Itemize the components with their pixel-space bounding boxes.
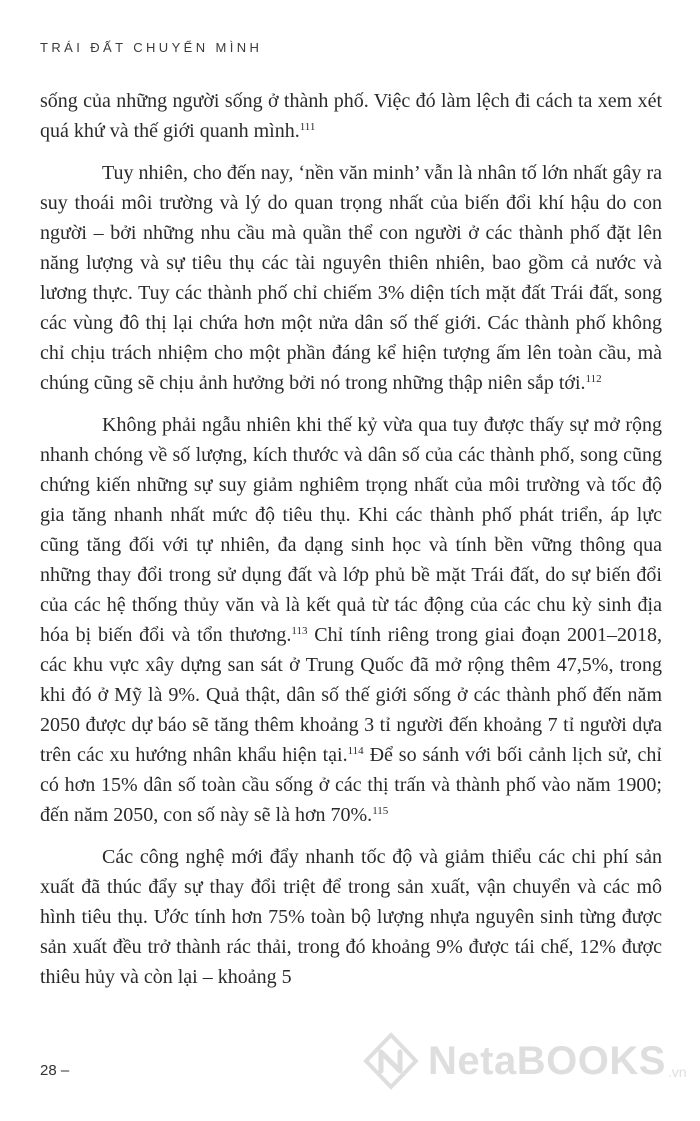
paragraph-3 bbox=[40, 410, 662, 830]
footnote-ref[interactable]: 114 bbox=[347, 745, 364, 757]
footnote-ref[interactable]: 112 bbox=[585, 373, 602, 385]
paragraph-text: Các công nghệ mới đẩy nhanh tốc độ và giảm thiểu các chi phí sản xuất đã thúc đẩy sự thay đổi triệt để trong sản xuất, vận chuyển và các mô hình tiêu thụ. Ước tính hơn 75% toàn bộ lượng nhựa nguyên sinh từng được sản xuất đều trở thành rác thải, trong đó khoảng 9% được tái chế, 12% được thiêu hủy và còn lại – khoảng 5 bbox=[40, 846, 662, 988]
paragraph-1 bbox=[40, 86, 662, 146]
footnote-ref[interactable]: 113 bbox=[291, 625, 308, 637]
paragraph-text: Chỉ tính riêng trong giai đoạn 2001–2018, các khu vực xây dựng san sát ở Trung Quốc đã mở rộng thêm 47,5%, trong khi đó ở Mỹ là 9%. Quả thật, dân số thế giới sống ở các thành phố đến năm 2050 được dự báo sẽ tăng thêm khoảng 3 tỉ người đến khoảng 7 tỉ người dựa trên các xu hướng nhân khẩu hiện tại. bbox=[40, 624, 662, 766]
footnote-ref[interactable]: 115 bbox=[372, 805, 389, 817]
running-header: TRÁI ĐẤT CHUYỂN MÌNH bbox=[40, 40, 263, 55]
paragraph-4 bbox=[40, 842, 662, 992]
paragraph-2 bbox=[40, 158, 662, 398]
paragraph-text: Để so sánh với bối cảnh lịch sử, chỉ có hơn 15% dân số toàn cầu sống ở các thị trấn và thành phố vào năm 1900; đến năm 2050, con số này sẽ là hơn 70%. bbox=[40, 744, 662, 826]
paragraph-text: Không phải ngẫu nhiên khi thế kỷ vừa qua tuy được thấy sự mở rộng nhanh chóng về số lượng, kích thước và dân số của các thành phố, song cũng chứng kiến những sự suy giảm nghiêm trọng nhất của môi trường và tốc độ gia tăng nhanh nhất mức độ tiêu thụ. Khi các thành phố phát triển, áp lực cũng tăng đối với tự nhiên, đa dạng sinh học và tính bền vững thông qua những thay đổi trong sử dụng đất và lớp phủ bề mặt Trái đất, do sự biến đổi của các hệ thống thủy văn và là kết quả từ tác động của các chu kỳ sinh địa hóa bị biến đổi và tổn thương. bbox=[40, 414, 662, 646]
paragraph-text: sống của những người sống ở thành phố. Việc đó làm lệch đi cách ta xem xét quá khứ và thế giới quanh mình. bbox=[40, 90, 662, 142]
watermark-suffix: .vn bbox=[667, 1064, 687, 1080]
page-body bbox=[40, 86, 662, 1004]
watermark-brand: NetaBOOKS bbox=[428, 1038, 666, 1083]
footnote-ref[interactable]: 111 bbox=[299, 121, 316, 133]
watermark bbox=[362, 1032, 687, 1090]
netabooks-n-logo-icon bbox=[362, 1032, 420, 1090]
page-number: 28 – bbox=[40, 1062, 70, 1079]
paragraph-text: Tuy nhiên, cho đến nay, ‘nền văn minh’ vẫn là nhân tố lớn nhất gây ra suy thoái môi trường và lý do quan trọng nhất của biến đổi khí hậu do con người – bởi những nhu cầu mà quần thể con người ở các thành phố đặt lên năng lượng và sự tiêu thụ các tài nguyên thiên nhiên, bao gồm cả nước và lương thực. Tuy các thành phố chỉ chiếm 3% diện tích mặt đất Trái đất, song các vùng đô thị lại chứa hơn một nửa dân số thế giới. Các thành phố không chỉ chịu trách nhiệm cho một phần đáng kể hiện tượng ấm lên toàn cầu, mà chúng cũng sẽ chịu ảnh hưởng bởi nó trong những thập niên sắp tới. bbox=[40, 162, 662, 394]
